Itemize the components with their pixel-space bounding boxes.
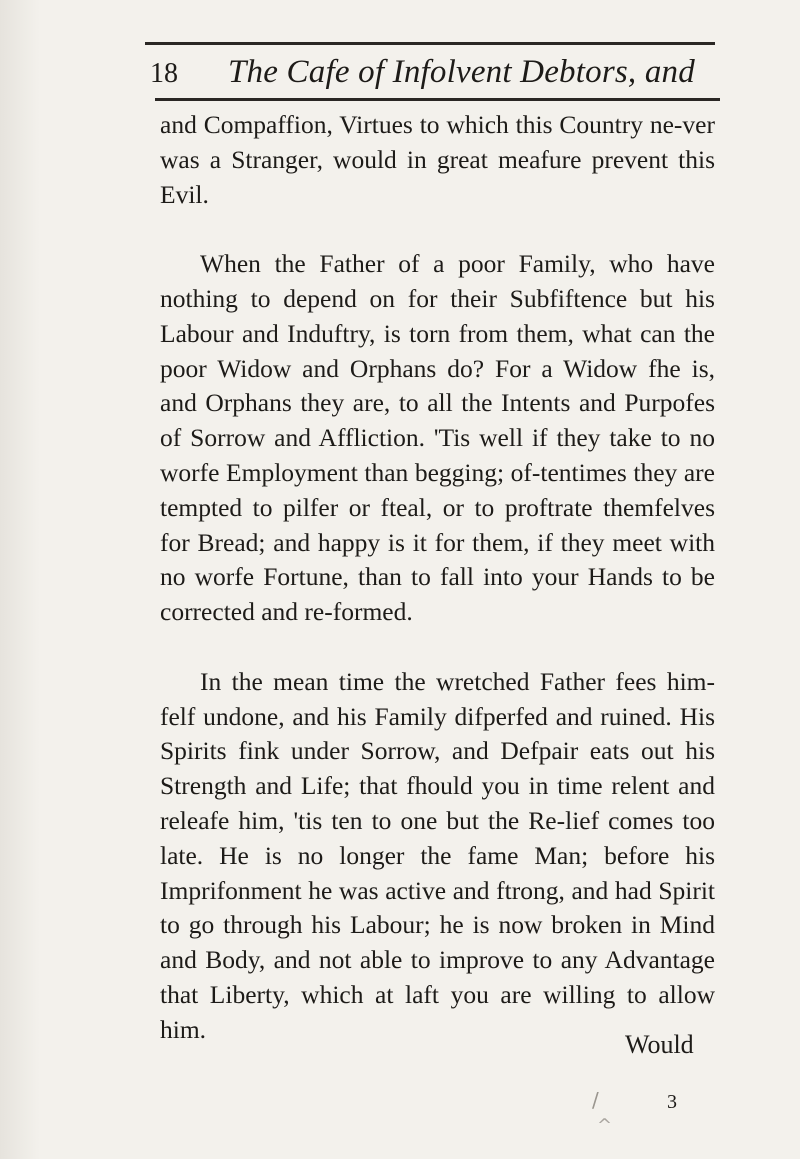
paragraph-3: In the mean time the wretched Father fees him-felf undone, and his Family difperfed and ruined. His Spirits fink under Sorrow, and Defpair eats out his Strength and Life; that fhould you in time relent and releafe him, 'tis ten to one but the Re-lief comes too late. He is no longer the fame Man; before his Imprifonment he was active and ftrong, and had Spirit to go through his Labour; he is now broken in Mind and Body, and not able to improve to any Advantage that Liberty, which at laft you are willing to allow him. xyxy=(160,666,715,1044)
gutter-shadow xyxy=(0,0,40,1159)
body-text xyxy=(160,108,715,1048)
paragraph-2: When the Father of a poor Family, who have nothing to depend on for their Subfiftence but his Labour and Induftry, is torn from them, what can the poor Widow and Orphans do? For a Widow fhe is, and Orphans they are, to all the Intents and Purpofes of Sorrow and Affliction. 'Tis well if they take to no worfe Employment than begging; of-tentimes they are tempted to pilfer or fteal, or to proftrate themfelves for Bread; and happy is it for them, if they meet with no worfe Fortune, than to fall into your Hands to be corrected and re-formed. xyxy=(160,249,715,627)
header-rule xyxy=(155,98,720,101)
page-number: 18 xyxy=(150,58,178,89)
catchword: Would xyxy=(625,1030,694,1059)
running-title: The Cafe of Infolvent Debtors, and xyxy=(228,54,695,90)
header-top-rule xyxy=(145,42,715,45)
pencil-slash-mark: / xyxy=(592,1088,599,1112)
signature-mark: 3 xyxy=(667,1091,677,1113)
pencil-caret-mark: ^ xyxy=(597,1115,613,1136)
paragraph-1: and Compaffion, Virtues to which this Country ne-ver was a Stranger, would in great meafure prevent this Evil. xyxy=(160,110,715,209)
page-header xyxy=(150,50,720,96)
